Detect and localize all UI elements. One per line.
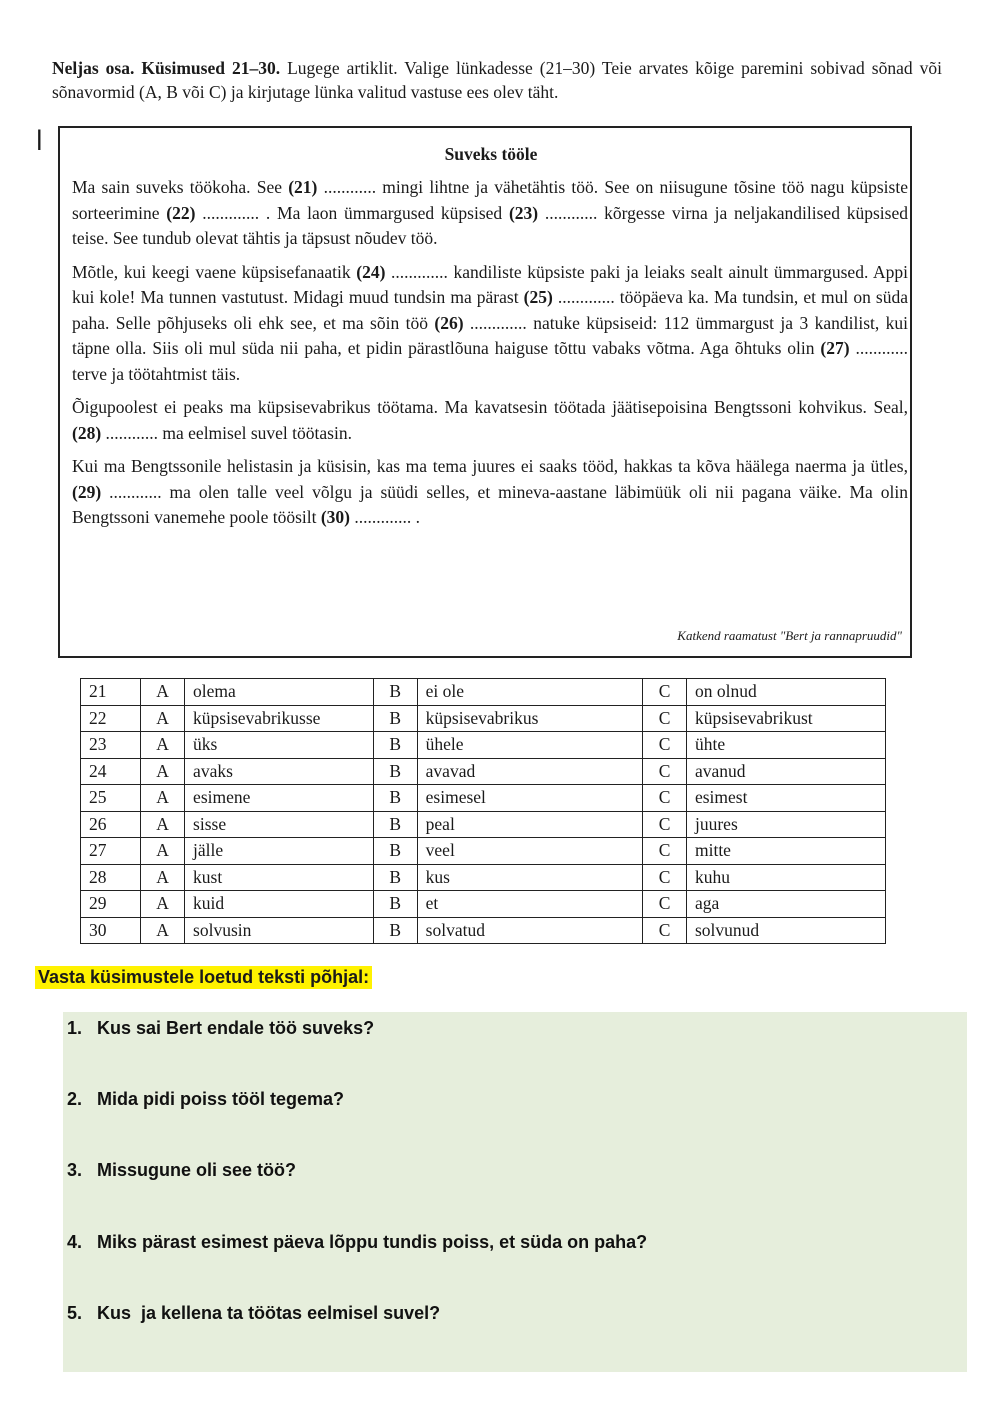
instructions-text: Lugege artiklit. Valige lünkadesse (21–30) Teie arvates kõige paremini sobivad sõnad või sõnavormid (A, B või C) ja kirjutage lünka valitud vastuse ees olev täht. xyxy=(52,58,942,102)
article-text: ............. . Ma laon ümmargused küpsised xyxy=(195,202,509,223)
article-text: ............ mingi lihtne ja vähetähtis töö. See on niisugune tõsine töö nagu küpsiste sorteerimine xyxy=(72,177,908,223)
questions-heading: Vasta küsimustele loetud teksti põhjal: xyxy=(35,966,372,989)
option-letter-b: B xyxy=(373,864,417,891)
option-row xyxy=(81,891,886,918)
article-paragraph xyxy=(72,260,908,388)
question-text: Mida pidi poiss tööl tegema? xyxy=(97,1089,345,1109)
article-text: ............. . xyxy=(350,507,421,527)
option-letter-b: B xyxy=(373,891,417,918)
question-item xyxy=(67,1232,647,1253)
article-box xyxy=(58,126,912,658)
option-a: olema xyxy=(185,679,374,706)
gap-number: (27) xyxy=(820,338,850,358)
question-number: 28 xyxy=(81,864,141,891)
option-letter-c: C xyxy=(643,811,687,838)
article-text: ............ ma olen talle veel võlgu ja süüdi selles, et mineva-aastane läbimüük oli nii pagana väike. Ma olin Bengtssoni vanemehe poole töösilt xyxy=(72,481,908,527)
question-number: 23 xyxy=(81,732,141,759)
question-number: 24 xyxy=(81,758,141,785)
question-number: 1. xyxy=(67,1018,83,1038)
article-text: ............. natuke küpsiseid: 112 ümmargust ja 3 kandilist, kui täpne olla. Siis oli mul süda nii paha, et pidin pärastlõuna haiguse tõttu vabaks võtma. Aga õhtuks olin xyxy=(72,312,909,358)
option-letter-a: A xyxy=(141,838,185,865)
question-number: 30 xyxy=(81,917,141,944)
question-number: 22 xyxy=(81,705,141,732)
option-letter-c: C xyxy=(643,891,687,918)
article-paragraph xyxy=(72,175,908,252)
option-row xyxy=(81,785,886,812)
article-title: Suveks tööle xyxy=(444,144,538,164)
option-c: esimest xyxy=(686,785,885,812)
option-letter-b: B xyxy=(373,838,417,865)
gap-number: (28) xyxy=(72,422,102,443)
gap-number: (29) xyxy=(72,481,102,502)
option-b: ei ole xyxy=(417,679,642,706)
gap-number: (23) xyxy=(508,202,539,223)
question-text: Kus sai Bert endale töö suveks? xyxy=(97,1018,375,1038)
article-text: ............. kandiliste küpsiste paki ja leiaks sealt ainult ümmargused. Appi kui kole! Ma tunnen vastutust. Midagi muud tundsin ma pärast xyxy=(72,261,908,307)
option-c: aga xyxy=(686,891,885,918)
option-b: peal xyxy=(417,811,642,838)
option-c: mitte xyxy=(686,838,885,865)
article-text: Õigupoolest ei peaks ma küpsisevabrikus töötama. Ma kavatsesin töötada jäätisepoisina Bengtssoni kohvikus. Seal, xyxy=(72,397,908,417)
questions-box xyxy=(63,1012,967,1372)
option-row xyxy=(81,705,886,732)
option-row xyxy=(81,864,886,891)
gap-number: (30) xyxy=(320,507,351,527)
option-letter-c: C xyxy=(643,679,687,706)
article-body xyxy=(72,175,910,531)
option-c: solvunud xyxy=(686,917,885,944)
option-b: kus xyxy=(417,864,642,891)
option-a: kust xyxy=(185,864,374,891)
article-text: Kui ma Bengtssonile helistasin ja küsisin, kas ma tema juures ei saaks tööd, hakkas ta kõva häälega naerma ja ütles, xyxy=(72,456,908,476)
option-b: küpsisevabrikus xyxy=(417,705,642,732)
gap-number: (24) xyxy=(356,261,386,282)
option-letter-a: A xyxy=(141,679,185,706)
question-text: Kus ja kellena ta töötas eelmisel suvel? xyxy=(97,1303,441,1323)
option-b: veel xyxy=(417,838,642,865)
option-row xyxy=(81,679,886,706)
option-c: juures xyxy=(686,811,885,838)
question-number: 3. xyxy=(67,1160,83,1180)
question-item xyxy=(67,1089,344,1110)
option-letter-a: A xyxy=(141,732,185,759)
option-a: küpsisevabrikusse xyxy=(185,705,374,732)
option-c: on olnud xyxy=(686,679,885,706)
article-text: Ma sain suveks töökoha. See xyxy=(72,177,289,197)
option-row xyxy=(81,917,886,944)
option-letter-c: C xyxy=(643,838,687,865)
gap-number: (22) xyxy=(166,202,196,223)
option-letter-b: B xyxy=(373,758,417,785)
question-item xyxy=(67,1160,296,1181)
article-text: ............ ma eelmisel suvel töötasin. xyxy=(101,422,352,443)
option-row xyxy=(81,732,886,759)
option-a: avaks xyxy=(185,758,374,785)
option-letter-a: A xyxy=(141,785,185,812)
question-item xyxy=(67,1303,440,1324)
option-letter-a: A xyxy=(141,758,185,785)
option-letter-b: B xyxy=(373,785,417,812)
option-a: esimene xyxy=(185,785,374,812)
article-text: Mõtle, kui keegi vaene küpsisefanaatik xyxy=(72,261,357,282)
option-letter-c: C xyxy=(643,864,687,891)
option-letter-b: B xyxy=(373,705,417,732)
question-number: 26 xyxy=(81,811,141,838)
article-source: Katkend raamatust "Bert ja rannapruudid" xyxy=(677,628,902,643)
option-letter-a: A xyxy=(141,705,185,732)
option-letter-a: A xyxy=(141,891,185,918)
question-number: 27 xyxy=(81,838,141,865)
option-letter-c: C xyxy=(643,758,687,785)
question-number: 25 xyxy=(81,785,141,812)
gap-number: (26) xyxy=(434,312,464,333)
article-text: ............. tööpäeva ka. Ma tundsin, et mul on süda paha. Selle põhjuseks oli ehk see, et ma sõin töö xyxy=(72,287,908,333)
option-c: ühte xyxy=(686,732,885,759)
option-row xyxy=(81,838,886,865)
question-number: 5. xyxy=(67,1303,83,1323)
gap-number: (25) xyxy=(523,287,553,307)
option-letter-a: A xyxy=(141,917,185,944)
option-b: et xyxy=(417,891,642,918)
question-item xyxy=(67,1018,374,1039)
option-letter-c: C xyxy=(643,705,687,732)
option-b: solvatud xyxy=(417,917,642,944)
option-letter-a: A xyxy=(141,864,185,891)
article-text: ............ kõrgesse virna ja neljakandilised küpsised teise. See tundub olevat tähtis ja täpsust nõudev töö. xyxy=(72,202,908,248)
question-number: 29 xyxy=(81,891,141,918)
option-b: avavad xyxy=(417,758,642,785)
article-paragraph xyxy=(72,454,908,531)
option-a: solvusin xyxy=(185,917,374,944)
question-number: 2. xyxy=(67,1089,83,1109)
option-a: jälle xyxy=(185,838,374,865)
article-paragraph xyxy=(72,395,908,446)
question-text: Miks pärast esimest päeva lõppu tundis poiss, et süda on paha? xyxy=(97,1232,648,1252)
answer-options-table xyxy=(80,678,886,944)
option-letter-b: B xyxy=(373,917,417,944)
option-a: kuid xyxy=(185,891,374,918)
option-a: üks xyxy=(185,732,374,759)
instructions-heading: Neljas osa. Küsimused 21–30. xyxy=(52,58,281,78)
option-letter-a: A xyxy=(141,811,185,838)
option-letter-b: B xyxy=(373,811,417,838)
option-letter-c: C xyxy=(643,917,687,944)
question-number: 21 xyxy=(81,679,141,706)
option-c: avanud xyxy=(686,758,885,785)
option-row xyxy=(81,811,886,838)
question-text: Missugune oli see töö? xyxy=(97,1160,297,1180)
option-row xyxy=(81,758,886,785)
option-letter-c: C xyxy=(643,732,687,759)
option-letter-b: B xyxy=(373,679,417,706)
question-number: 4. xyxy=(67,1232,83,1252)
margin-mark: ǀ xyxy=(36,124,43,157)
gap-number: (21) xyxy=(288,177,318,197)
option-a: sisse xyxy=(185,811,374,838)
option-c: kuhu xyxy=(686,864,885,891)
option-b: ühele xyxy=(417,732,642,759)
option-c: küpsisevabrikust xyxy=(686,705,885,732)
option-letter-b: B xyxy=(373,732,417,759)
option-letter-c: C xyxy=(643,785,687,812)
exercise-instructions xyxy=(52,56,942,104)
option-b: esimesel xyxy=(417,785,642,812)
article-text: ............ terve ja töötahtmist täis. xyxy=(72,338,908,384)
